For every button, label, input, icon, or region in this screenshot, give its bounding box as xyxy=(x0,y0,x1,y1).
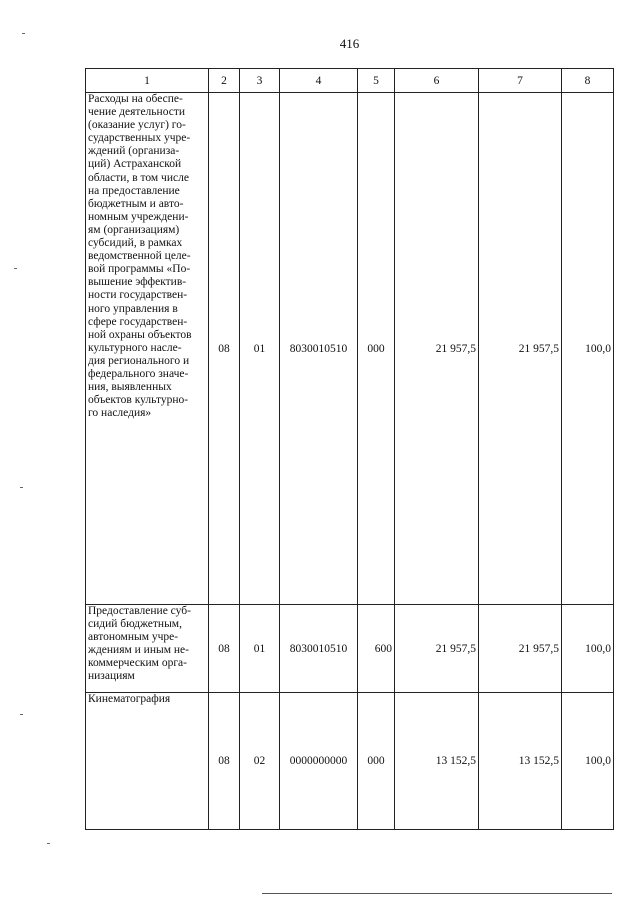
expense-type-cell: 000 xyxy=(358,93,395,605)
percent-cell: 100,0 xyxy=(562,605,614,693)
margin-speck xyxy=(20,487,23,488)
expense-name-cell: Предоставление суб- сидий бюджетным, автономным учре- ждениям и иным не- коммерческим орга- низациям xyxy=(86,605,209,693)
margin-speck xyxy=(14,268,17,269)
column-header: 6 xyxy=(395,69,479,93)
section-cell: 08 xyxy=(209,693,240,830)
section-cell: 08 xyxy=(209,93,240,605)
plan-amount-cell: 13 152,5 xyxy=(395,693,479,830)
actual-amount-cell: 21 957,5 xyxy=(479,605,562,693)
percent-cell: 100,0 xyxy=(562,693,614,830)
target-article-cell: 0000000000 xyxy=(280,693,358,830)
column-header: 2 xyxy=(209,69,240,93)
budget-table xyxy=(85,68,614,830)
section-cell: 08 xyxy=(209,605,240,693)
actual-amount-cell: 13 152,5 xyxy=(479,693,562,830)
margin-speck xyxy=(47,843,50,844)
plan-amount-cell: 21 957,5 xyxy=(395,93,479,605)
column-header: 1 xyxy=(86,69,209,93)
margin-speck xyxy=(22,33,25,34)
plan-amount-cell: 21 957,5 xyxy=(395,605,479,693)
table-header-row xyxy=(86,69,614,93)
table-row xyxy=(86,693,614,830)
expense-type-cell: 600 xyxy=(358,605,395,693)
percent-cell: 100,0 xyxy=(562,93,614,605)
table-row xyxy=(86,93,614,605)
subsection-cell: 01 xyxy=(240,605,280,693)
footer-rule xyxy=(262,893,612,894)
table-row xyxy=(86,605,614,693)
column-header: 7 xyxy=(479,69,562,93)
column-header: 8 xyxy=(562,69,614,93)
actual-amount-cell: 21 957,5 xyxy=(479,93,562,605)
expense-name-cell: Кинематография xyxy=(86,693,209,830)
page-number: 416 xyxy=(339,36,360,51)
expense-type-cell: 000 xyxy=(358,693,395,830)
column-header: 5 xyxy=(358,69,395,93)
target-article-cell: 8030010510 xyxy=(280,93,358,605)
subsection-cell: 01 xyxy=(240,93,280,605)
margin-speck xyxy=(20,714,23,715)
subsection-cell: 02 xyxy=(240,693,280,830)
column-header: 3 xyxy=(240,69,280,93)
target-article-cell: 8030010510 xyxy=(280,605,358,693)
column-header: 4 xyxy=(280,69,358,93)
expense-name-cell: Расходы на обеспе- чение деятельности (оказание услуг) го- сударственных учре- ждений (организа- ций) Астраханской области, в том числе на предоставление бюджетным и авто- номным учреждени- ям (организациям) субсидий, в рамках ведомственной целе- вой программы «По- вышение эффектив- ности государствен- ного управления в сфере государствен- ной охраны объектов культурного насле- дия регионального и федерального значе- ния, выявленных объектов культурно- го наследия» xyxy=(86,93,209,605)
